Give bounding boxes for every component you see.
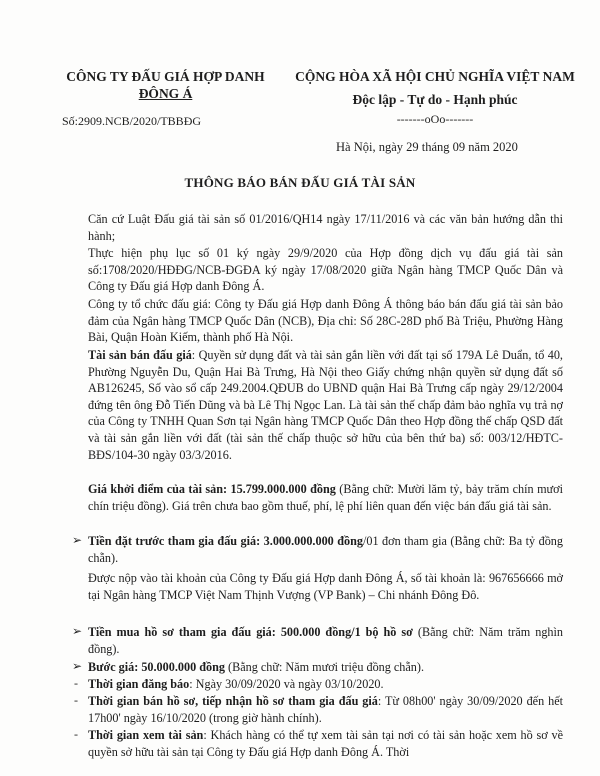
paragraph-fee — [88, 624, 563, 657]
arrow-bullet: ➢ — [72, 659, 83, 673]
start-price-text: (Bằng chữ: Mười lăm tỷ, bảy trăm chín mươi chín triệu đồng). Giá trên chưa bao gồm thuế, phí, lệ phí liên quan đến việc bán đấu giá tài sản. — [88, 482, 563, 513]
asset-text: : Quyền sử dụng đất và tài sản gắn liền với đất tại số 179A Lê Duẩn, tổ 40, Phường Nguyễn Du, Quận Hai Bà Trưng, Hà Nội theo Giấy chứng nhận quyền sử dụng đất số AB126245, Số vào sổ cấp 249.2004.QĐUB do UBND quận Hai Bà Trưng cấp ngày 29/12/2004 đứng tên ông Đỗ Tiến Dũng và bà Lê Thị Ngọc Lan. Là tài sản thế chấp đảm bảo nghĩa vụ trả nợ của Công ty TNHH Quan Sơn tại Ngân hàng TMCP Quốc Dân theo Hợp đồng thế chấp QSD đất và tài sản gắn liền với đất (tài sản thế chấp thuộc sở hữu của bên thứ ba) số: 003/12/HĐTC-BĐS/104-30 ngày 03/3/2016. — [88, 348, 563, 462]
post-label: Thời gian đăng báo — [88, 677, 190, 691]
post-text: : Ngày 30/09/2020 và ngày 03/10/2020. — [189, 677, 384, 691]
company-name-line2: ĐÔNG Á — [138, 86, 193, 101]
dash-bullet: - — [74, 693, 78, 707]
paragraph-post-time — [88, 676, 563, 693]
paragraph-view-time — [88, 727, 563, 760]
paragraph-contract — [88, 245, 563, 295]
paragraph-start-price — [88, 481, 563, 514]
company-name-line1: CÔNG TY ĐẤU GIÁ HỢP DANH — [66, 69, 265, 84]
paragraph-contract-text: Thực hiện phụ lục số 01 ký ngày 29/9/2020 của Hợp đồng dịch vụ đấu giá tài sản số:1708/2020/HĐĐG/NCB-ĐGĐA ký ngày 17/08/2020 giữa Ngân hàng TMCP Quốc Dân và Công ty Đấu giá Hợp danh Đông Á. — [88, 246, 563, 294]
sale-label: Thời gian bán hồ sơ, tiếp nhận hồ sơ tham gia đấu giá — [88, 694, 378, 708]
paragraph-organizer-text: Công ty tổ chức đấu giá: Công ty Đấu giá Hợp danh Đông Á thông báo bán đấu giá tài sản bảo đảm của Ngân hàng TMCP Quốc Dân (NCB), Địa chỉ: Số 28C-28D phố Bà Triệu, Phường Hàng Bài, Quận Hoàn Kiếm, thành phố Hà Nội. — [88, 297, 563, 345]
arrow-bullet: ➢ — [72, 624, 83, 638]
paragraph-organizer — [88, 296, 563, 346]
national-header — [280, 68, 590, 128]
account-text: Được nộp vào tài khoản của Công ty Đấu giá Hợp danh Đông Á, số tài khoản là: 967656666 mở tại Ngân hàng TMCP Việt Nam Thịnh Vượng (VP Bank) – Chi nhánh Đông Đô. — [88, 571, 563, 602]
paragraph-account — [88, 570, 563, 603]
fee-text: (Bằng chữ: Năm trăm nghìn đồng). — [88, 625, 563, 656]
nation-title: CỘNG HÒA XÃ HỘI CHỦ NGHĨA VIỆT NAM — [295, 69, 575, 84]
arrow-bullet: ➢ — [72, 533, 83, 547]
paragraph-asset — [88, 347, 563, 463]
paragraph-legal-basis-text: Căn cứ Luật Đấu giá tài sản số 01/2016/QH14 ngày 17/11/2016 và các văn bản hướng dẫn thi hành; — [88, 212, 563, 243]
asset-label: Tài sản bán đấu giá — [88, 348, 192, 362]
sale-text: : Từ 08h00' ngày 30/09/2020 đến hết 17h00' ngày 16/10/2020 (trong giờ hành chính). — [88, 694, 563, 725]
paragraph-legal-basis — [88, 211, 563, 244]
company-header — [48, 68, 283, 102]
step-text: (Bằng chữ: Năm mươi triệu đồng chẵn). — [224, 660, 425, 674]
page-title: THÔNG BÁO BÁN ĐẤU GIÁ TÀI SẢN — [184, 175, 416, 190]
dash-bullet: - — [74, 676, 78, 690]
step-label: Bước giá: 50.000.000 đồng — [88, 660, 225, 674]
fee-label: Tiền mua hồ sơ tham gia đấu giá: 500.000 đồng/1 bộ hồ sơ — [88, 625, 413, 639]
paragraph-deposit — [88, 533, 563, 566]
start-price-label: Giá khởi điểm của tài sản: 15.799.000.000 đồng — [88, 482, 336, 496]
view-text: : Khách hàng có thể tự xem tài sản tại nơi có tài sản hoặc xem hồ sơ về quyền sở hữu tài sản tại Công ty Đấu giá Hợp danh Đông Á. Thời — [88, 728, 564, 759]
separator: -------oOo------- — [396, 112, 474, 126]
view-label: Thời gian xem tài sản — [88, 728, 204, 742]
deposit-label: Tiền đặt trước tham gia đấu giá: 3.000.000.000 đồng — [88, 534, 363, 548]
dash-bullet: - — [74, 727, 78, 741]
paragraph-step — [88, 659, 563, 676]
deposit-text: /01 đơn tham gia (Bằng chữ: Ba tỷ đồng chẵn). — [88, 534, 563, 565]
paragraph-sale-time — [88, 693, 563, 726]
motto: Độc lập - Tự do - Hạnh phúc — [352, 92, 518, 107]
issue-date: Hà Nội, ngày 29 tháng 09 năm 2020 — [336, 140, 518, 154]
document-number: Số:2909.NCB/2020/TBBĐG — [62, 114, 202, 128]
